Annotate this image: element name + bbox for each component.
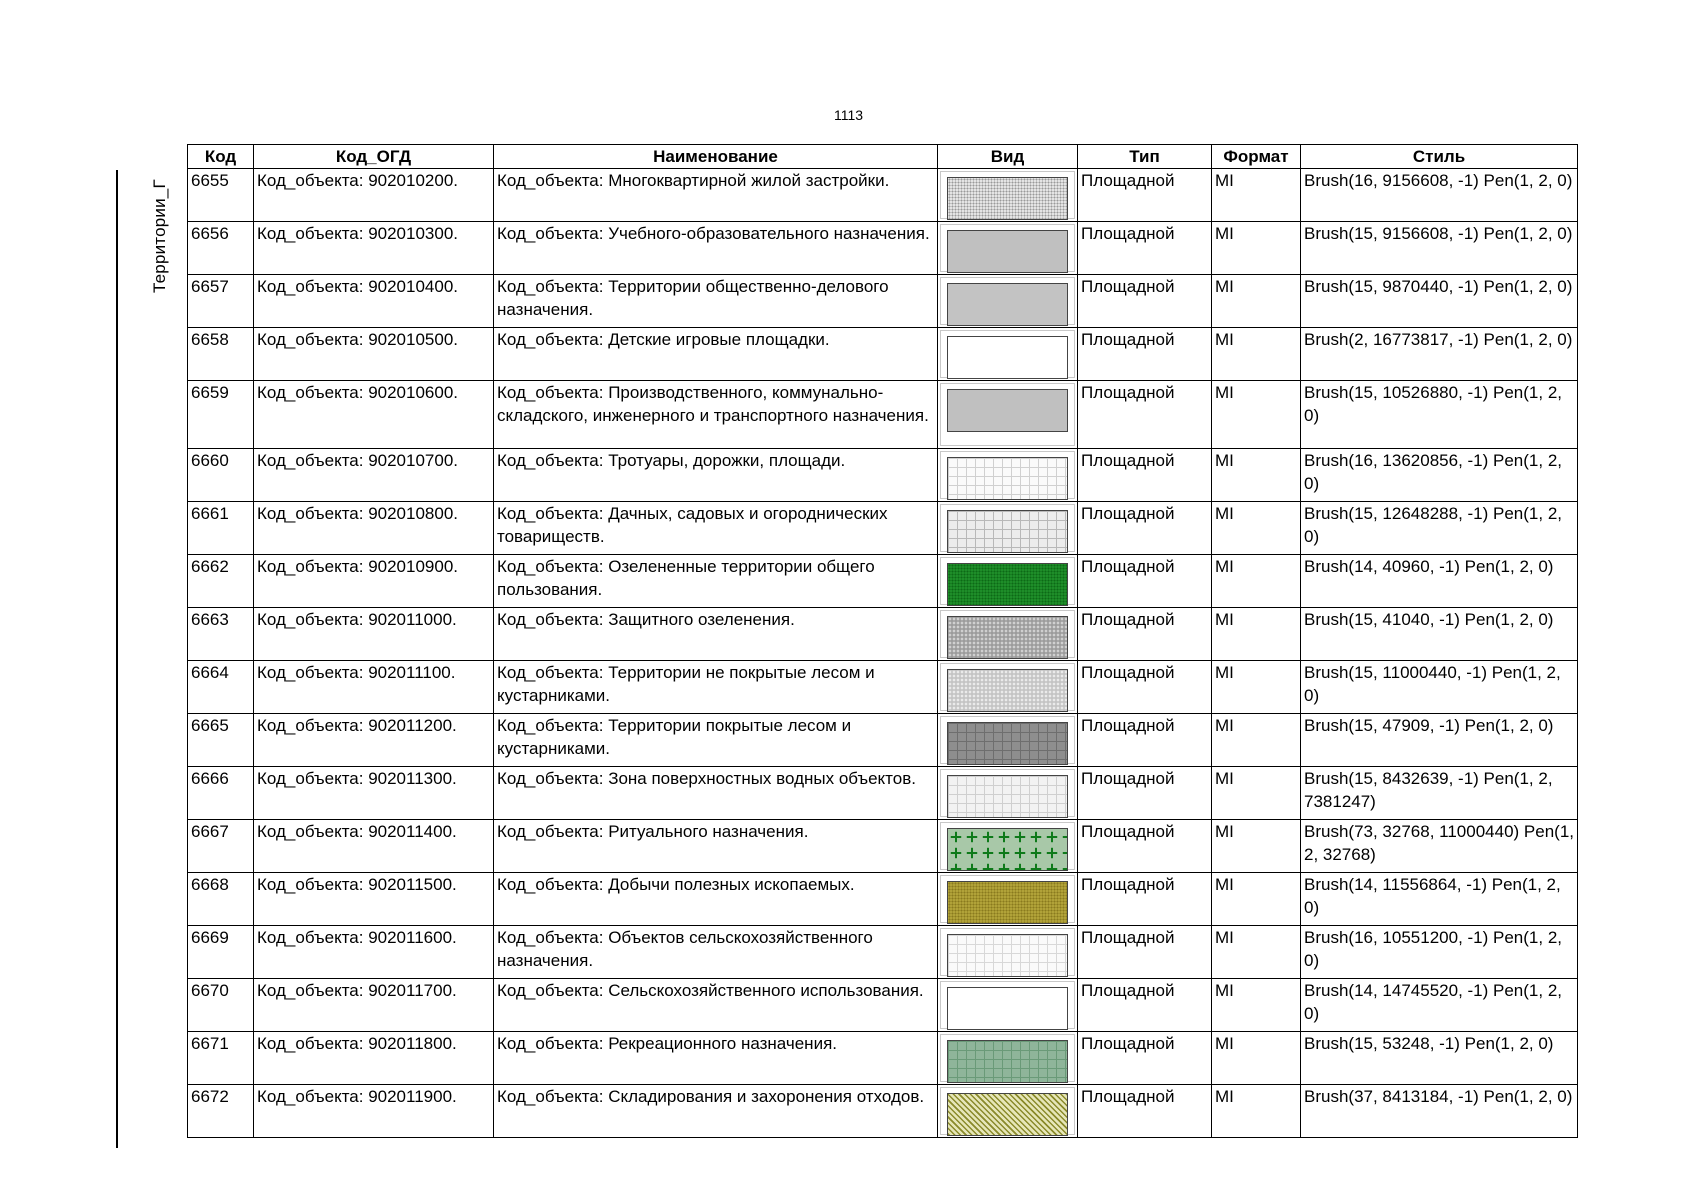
table-row (188, 555, 1578, 608)
fill-pattern-swatch (947, 669, 1068, 712)
cell-format: MI (1212, 449, 1301, 502)
cell-view (938, 502, 1078, 555)
cell-code: 6670 (188, 979, 254, 1032)
table-row (188, 328, 1578, 381)
cell-type: Площадной (1078, 381, 1212, 449)
table-row (188, 714, 1578, 767)
fill-pattern-swatch (947, 1040, 1068, 1083)
cell-ogd: Код_объекта: 902010800. (254, 502, 494, 555)
cell-format: MI (1212, 714, 1301, 767)
cell-code: 6663 (188, 608, 254, 661)
swatch-frame (940, 451, 1075, 499)
table-row (188, 979, 1578, 1032)
cell-name: Код_объекта: Объектов сельскохозяйственного назначения. (494, 926, 938, 979)
page-number: 1113 (833, 107, 864, 123)
swatch-frame (940, 504, 1075, 552)
cell-style: Brush(14, 14745520, -1) Pen(1, 2, 0) (1301, 979, 1578, 1032)
cell-name: Код_объекта: Территории не покрытые лесом и кустарниками. (494, 661, 938, 714)
header-type: Тип (1078, 145, 1212, 169)
cell-format: MI (1212, 1085, 1301, 1138)
cell-name: Код_объекта: Складирования и захоронения отходов. (494, 1085, 938, 1138)
cell-type: Площадной (1078, 502, 1212, 555)
cell-view (938, 1085, 1078, 1138)
cell-name: Код_объекта: Ритуального назначения. (494, 820, 938, 873)
table-row (188, 873, 1578, 926)
swatch-frame (940, 1087, 1075, 1135)
cell-style: Brush(14, 11556864, -1) Pen(1, 2, 0) (1301, 873, 1578, 926)
cell-name: Код_объекта: Сельскохозяйственного использования. (494, 979, 938, 1032)
swatch-frame (940, 171, 1075, 219)
cell-view (938, 873, 1078, 926)
cell-ogd: Код_объекта: 902010700. (254, 449, 494, 502)
table-row (188, 502, 1578, 555)
fill-pattern-swatch (947, 457, 1068, 500)
cell-format: MI (1212, 169, 1301, 222)
fill-pattern-swatch (947, 881, 1068, 924)
cell-name: Код_объекта: Детские игровые площадки. (494, 328, 938, 381)
swatch-frame (940, 224, 1075, 272)
cell-style: Brush(15, 9870440, -1) Pen(1, 2, 0) (1301, 275, 1578, 328)
cell-ogd: Код_объекта: 902011100. (254, 661, 494, 714)
cell-style: Brush(2, 16773817, -1) Pen(1, 2, 0) (1301, 328, 1578, 381)
table-row (188, 222, 1578, 275)
cell-format: MI (1212, 502, 1301, 555)
swatch-frame (940, 610, 1075, 658)
fill-pattern-swatch (947, 177, 1068, 220)
cell-name: Код_объекта: Производственного, коммунально-складского, инженерного и транспортного назначения. (494, 381, 938, 449)
cell-view (938, 275, 1078, 328)
swatch-frame (940, 330, 1075, 378)
cell-view (938, 820, 1078, 873)
header-format: Формат (1212, 145, 1301, 169)
cell-code: 6665 (188, 714, 254, 767)
cell-view (938, 767, 1078, 820)
header-view: Вид (938, 145, 1078, 169)
table-row (188, 169, 1578, 222)
cell-style: Brush(16, 10551200, -1) Pen(1, 2, 0) (1301, 926, 1578, 979)
table-row (188, 381, 1578, 449)
cell-format: MI (1212, 873, 1301, 926)
cell-type: Площадной (1078, 449, 1212, 502)
cell-code: 6669 (188, 926, 254, 979)
cell-format: MI (1212, 381, 1301, 449)
fill-pattern-swatch (947, 987, 1068, 1030)
cell-format: MI (1212, 275, 1301, 328)
cell-format: MI (1212, 328, 1301, 381)
cell-format: MI (1212, 926, 1301, 979)
cell-type: Площадной (1078, 222, 1212, 275)
swatch-frame (940, 716, 1075, 764)
cell-style: Brush(73, 32768, 11000440) Pen(1, 2, 32768) (1301, 820, 1578, 873)
cell-type: Площадной (1078, 328, 1212, 381)
cell-type: Площадной (1078, 767, 1212, 820)
cell-name: Код_объекта: Учебного-образовательного назначения. (494, 222, 938, 275)
table-row (188, 275, 1578, 328)
cell-view (938, 979, 1078, 1032)
cell-style: Brush(15, 8432639, -1) Pen(1, 2, 7381247) (1301, 767, 1578, 820)
cell-style: Brush(15, 9156608, -1) Pen(1, 2, 0) (1301, 222, 1578, 275)
cell-type: Площадной (1078, 555, 1212, 608)
swatch-frame (940, 383, 1075, 446)
cell-name: Код_объекта: Многоквартирной жилой застройки. (494, 169, 938, 222)
cell-view (938, 381, 1078, 449)
cell-ogd: Код_объекта: 902011400. (254, 820, 494, 873)
swatch-frame (940, 277, 1075, 325)
cell-format: MI (1212, 555, 1301, 608)
cell-format: MI (1212, 661, 1301, 714)
swatch-frame (940, 769, 1075, 817)
cell-type: Площадной (1078, 275, 1212, 328)
cell-view (938, 714, 1078, 767)
cell-view (938, 1032, 1078, 1085)
cell-name: Код_объекта: Защитного озеленения. (494, 608, 938, 661)
cell-view (938, 169, 1078, 222)
cell-view (938, 608, 1078, 661)
cell-ogd: Код_объекта: 902011500. (254, 873, 494, 926)
table-row (188, 608, 1578, 661)
cell-ogd: Код_объекта: 902011600. (254, 926, 494, 979)
cell-style: Brush(16, 9156608, -1) Pen(1, 2, 0) (1301, 169, 1578, 222)
cell-ogd: Код_объекта: 902011300. (254, 767, 494, 820)
cell-style: Brush(15, 41040, -1) Pen(1, 2, 0) (1301, 608, 1578, 661)
cell-ogd: Код_объекта: 902010600. (254, 381, 494, 449)
cell-name: Код_объекта: Рекреационного назначения. (494, 1032, 938, 1085)
cell-name: Код_объекта: Добычи полезных ископаемых. (494, 873, 938, 926)
cell-ogd: Код_объекта: 902010300. (254, 222, 494, 275)
cell-type: Площадной (1078, 608, 1212, 661)
cell-type: Площадной (1078, 820, 1212, 873)
cell-ogd: Код_объекта: 902010500. (254, 328, 494, 381)
table-header-row (188, 145, 1578, 169)
cell-style: Brush(37, 8413184, -1) Pen(1, 2, 0) (1301, 1085, 1578, 1138)
fill-pattern-swatch (947, 389, 1068, 432)
swatch-frame (940, 928, 1075, 976)
cell-view (938, 555, 1078, 608)
table-row (188, 661, 1578, 714)
fill-pattern-swatch (947, 510, 1068, 553)
header-style: Стиль (1301, 145, 1578, 169)
cell-format: MI (1212, 608, 1301, 661)
plus-pattern (948, 829, 1067, 870)
cell-ogd: Код_объекта: 902011900. (254, 1085, 494, 1138)
cell-code: 6657 (188, 275, 254, 328)
cell-view (938, 328, 1078, 381)
cell-style: Brush(15, 10526880, -1) Pen(1, 2, 0) (1301, 381, 1578, 449)
cell-type: Площадной (1078, 1032, 1212, 1085)
cell-code: 6667 (188, 820, 254, 873)
cell-ogd: Код_объекта: 902011800. (254, 1032, 494, 1085)
table-row (188, 449, 1578, 502)
table-row (188, 926, 1578, 979)
fill-pattern-swatch (947, 1093, 1068, 1136)
cell-type: Площадной (1078, 873, 1212, 926)
swatch-frame (940, 557, 1075, 605)
fill-pattern-swatch (947, 775, 1068, 818)
cell-type: Площадной (1078, 979, 1212, 1032)
table-row (188, 1032, 1578, 1085)
cell-type: Площадной (1078, 714, 1212, 767)
cell-view (938, 926, 1078, 979)
cell-ogd: Код_объекта: 902011000. (254, 608, 494, 661)
cell-code: 6656 (188, 222, 254, 275)
cell-name: Код_объекта: Территории общественно-делового назначения. (494, 275, 938, 328)
cell-code: 6655 (188, 169, 254, 222)
legend-table (187, 144, 1578, 1138)
cell-style: Brush(15, 53248, -1) Pen(1, 2, 0) (1301, 1032, 1578, 1085)
side-rule (116, 170, 118, 1148)
swatch-frame (940, 822, 1075, 870)
cell-name: Код_объекта: Озелененные территории общего пользования. (494, 555, 938, 608)
cell-code: 6659 (188, 381, 254, 449)
fill-pattern-swatch (947, 616, 1068, 659)
table-row (188, 1085, 1578, 1138)
cell-format: MI (1212, 222, 1301, 275)
cell-type: Площадной (1078, 1085, 1212, 1138)
cell-ogd: Код_объекта: 902011700. (254, 979, 494, 1032)
cell-code: 6672 (188, 1085, 254, 1138)
cell-code: 6661 (188, 502, 254, 555)
cell-style: Brush(14, 40960, -1) Pen(1, 2, 0) (1301, 555, 1578, 608)
cell-code: 6664 (188, 661, 254, 714)
cell-ogd: Код_объекта: 902010900. (254, 555, 494, 608)
swatch-frame (940, 663, 1075, 711)
cell-ogd: Код_объекта: 902010200. (254, 169, 494, 222)
cell-format: MI (1212, 767, 1301, 820)
header-code: Код (188, 145, 254, 169)
cell-style: Brush(15, 12648288, -1) Pen(1, 2, 0) (1301, 502, 1578, 555)
header-ogd: Код_ОГД (254, 145, 494, 169)
fill-pattern-swatch (947, 336, 1068, 379)
cell-code: 6666 (188, 767, 254, 820)
cell-style: Brush(15, 47909, -1) Pen(1, 2, 0) (1301, 714, 1578, 767)
side-label: Территории_Г (150, 179, 169, 293)
cell-view (938, 222, 1078, 275)
cell-code: 6668 (188, 873, 254, 926)
swatch-frame (940, 875, 1075, 923)
cell-view (938, 449, 1078, 502)
cell-name: Код_объекта: Тротуары, дорожки, площади. (494, 449, 938, 502)
cell-name: Код_объекта: Зона поверхностных водных объектов. (494, 767, 938, 820)
cell-ogd: Код_объекта: 902011200. (254, 714, 494, 767)
fill-pattern-swatch (947, 934, 1068, 977)
swatch-frame (940, 981, 1075, 1029)
cell-type: Площадной (1078, 926, 1212, 979)
cell-name: Код_объекта: Дачных, садовых и огороднических товариществ. (494, 502, 938, 555)
cell-code: 6660 (188, 449, 254, 502)
cell-type: Площадной (1078, 169, 1212, 222)
cell-code: 6658 (188, 328, 254, 381)
cell-view (938, 661, 1078, 714)
table-row (188, 767, 1578, 820)
fill-pattern-swatch (947, 283, 1068, 326)
header-name: Наименование (494, 145, 938, 169)
cell-format: MI (1212, 820, 1301, 873)
fill-pattern-swatch (947, 828, 1068, 871)
cell-code: 6662 (188, 555, 254, 608)
cell-name: Код_объекта: Территории покрытые лесом и кустарниками. (494, 714, 938, 767)
cell-format: MI (1212, 1032, 1301, 1085)
cell-format: MI (1212, 979, 1301, 1032)
swatch-frame (940, 1034, 1075, 1082)
cell-code: 6671 (188, 1032, 254, 1085)
fill-pattern-swatch (947, 722, 1068, 765)
cell-type: Площадной (1078, 661, 1212, 714)
cell-ogd: Код_объекта: 902010400. (254, 275, 494, 328)
table-row (188, 820, 1578, 873)
cell-style: Brush(16, 13620856, -1) Pen(1, 2, 0) (1301, 449, 1578, 502)
fill-pattern-swatch (947, 563, 1068, 606)
cell-style: Brush(15, 11000440, -1) Pen(1, 2, 0) (1301, 661, 1578, 714)
fill-pattern-swatch (947, 230, 1068, 273)
